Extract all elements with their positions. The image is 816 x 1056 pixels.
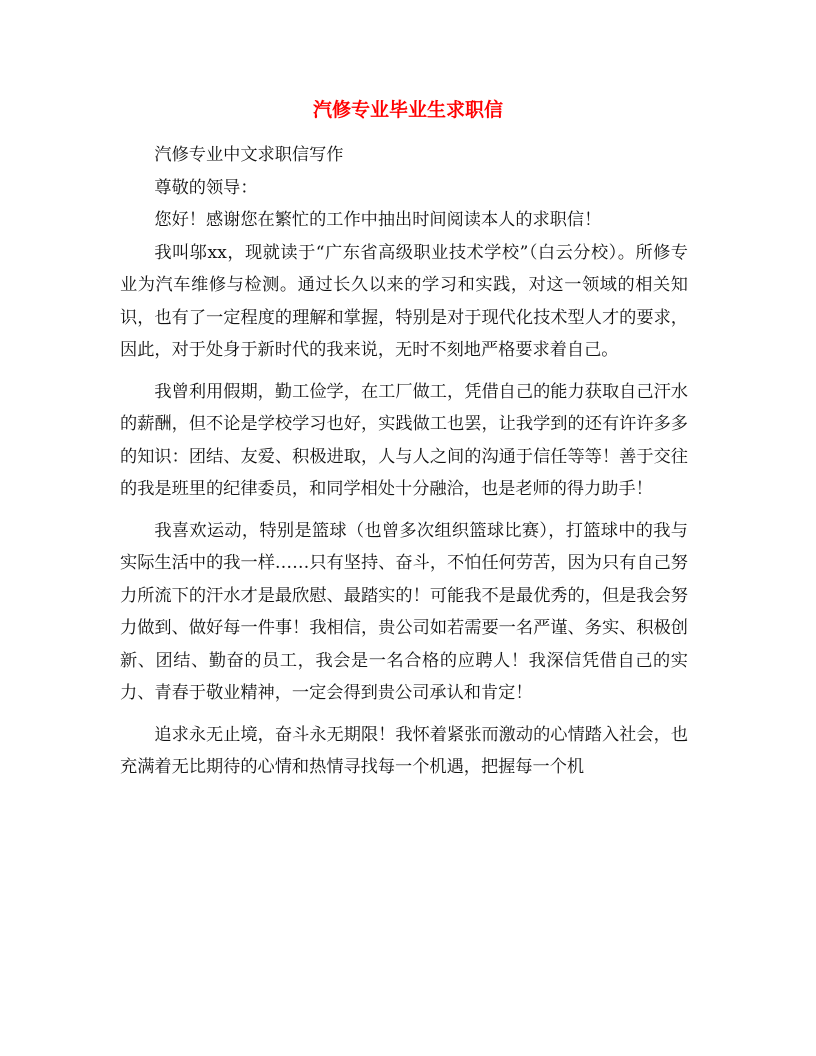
letter-paragraph: 我喜欢运动，特别是篮球（也曾多次组织篮球比赛），打篮球中的我与实际生活中的我一样……只有坚持、奋斗，不怕任何劳苦，因为只有自己努力所流下的汗水才是最欣慰、最踏实的！可能我不是最优秀的，但是我会努力做到、做好每一件事！我相信，贵公司如若需要一名严谨、务实、积极创新、团结、勤奋的员工，我会是一名合格的应聘人！我深信凭借自己的实力、青春于敬业精神，一定会得到贵公司承认和肯定！ xyxy=(120,520,688,703)
letter-subtitle: 汽修专业中文求职信写作 xyxy=(154,145,344,165)
letter-salutation: 尊敬的领导： xyxy=(154,177,258,198)
letter-greeting: 您好！感谢您在繁忙的工作中抽出时间阅读本人的求职信！ xyxy=(154,210,602,230)
letter-body xyxy=(120,139,688,784)
letter-paragraph: 我曾利用假期，勤工俭学，在工厂做工，凭借自己的能力获取自己汗水的薪酬，但不论是学校学习也好，实践做工也罢，让我学到的还有许许多多的知识：团结、友爱、积极进取，人与人之间的沟通于信任等等！善于交往的我是班里的纪律委员，和同学相处十分融洽，也是老师的得力助手！ xyxy=(120,381,688,499)
letter-paragraph: 追求永无止境，奋斗永无期限！我怀着紧张而激动的心情踏入社会，也充满着无比期待的心情和热情寻找每一个机遇，把握每一个机 xyxy=(120,724,688,777)
page-title: 汽修专业毕业生求职信 xyxy=(312,99,503,121)
letter-paragraph: 我叫邬xx，现就读于“广东省高级职业技术学校”（白云分校）。所修专业为汽车维修与检测。通过长久以来的学习和实践，对这一领域的相关知识，也有了一定程度的理解和掌握，特别是对于现代化技术型人才的要求，因此，对于处身于新时代的我来说，无时不刻地严格要求着自己。 xyxy=(120,242,688,360)
